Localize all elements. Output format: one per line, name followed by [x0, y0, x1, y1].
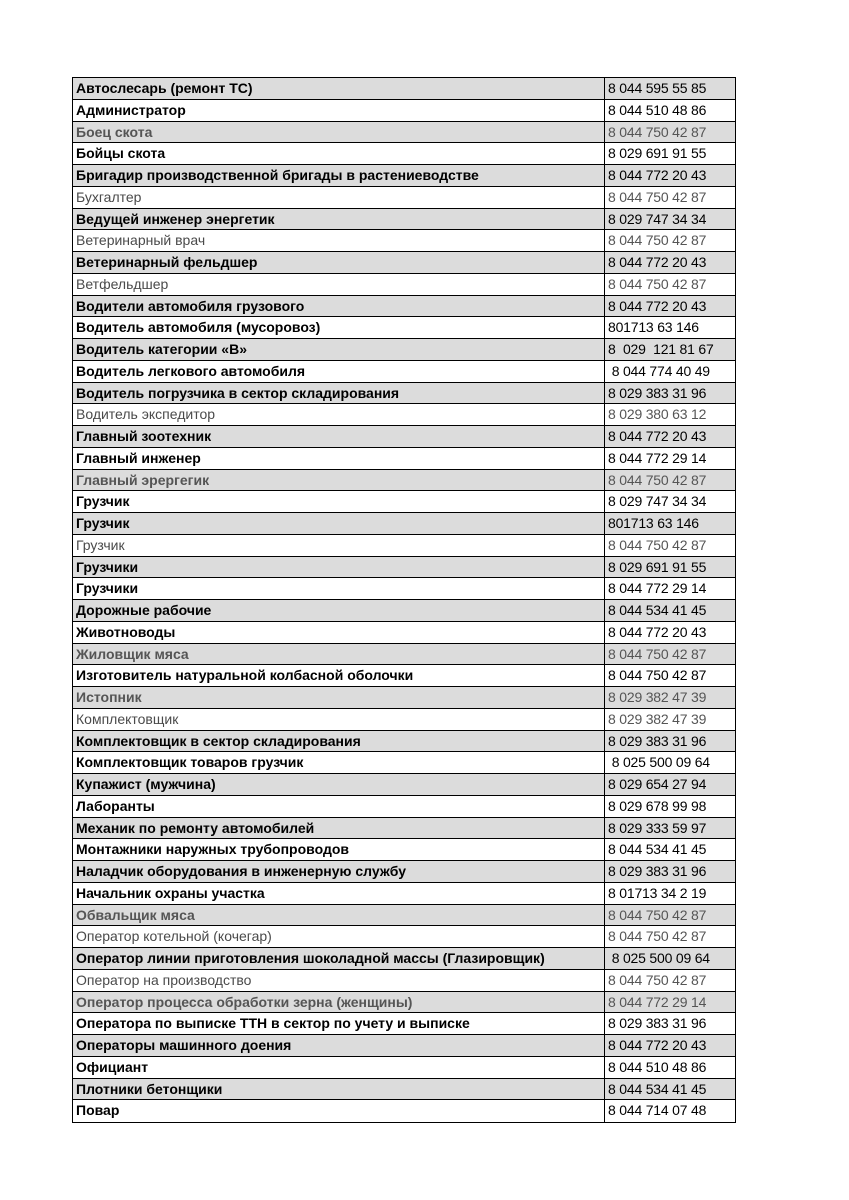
- job-title-cell: Плотники бетонщики: [73, 1079, 605, 1100]
- phone-cell: 8 044 750 42 87: [608, 906, 707, 923]
- phone-cell: 8 044 750 42 87: [608, 232, 707, 249]
- table-row: [73, 448, 735, 470]
- table-row: [73, 557, 735, 579]
- phone-cell: 8 044 534 41 45: [608, 841, 707, 858]
- table-row: [73, 252, 735, 274]
- phone-cell: 8 044 772 20 43: [608, 167, 707, 183]
- table-row: [73, 1013, 735, 1035]
- job-title-cell: Водитель категории «В»: [73, 339, 605, 360]
- job-title-cell: Главный эрергегик: [73, 470, 605, 491]
- phone-cell: 8 044 750 42 87: [608, 928, 707, 945]
- job-title-cell: Администратор: [73, 100, 605, 121]
- phone-cell: 8 044 774 40 49: [608, 362, 710, 379]
- table-row: [73, 165, 735, 187]
- phone-cell: 8 029 383 31 96: [608, 384, 707, 401]
- phone-cell: 8 029 654 27 94: [608, 776, 707, 792]
- job-title-cell: Купажист (мужчина): [73, 774, 605, 795]
- phone-cell: 8 029 383 31 96: [608, 1015, 707, 1032]
- table-row: [73, 1035, 735, 1057]
- job-title-cell: Бухгалтер: [73, 187, 605, 208]
- table-row: [73, 578, 735, 600]
- job-title-cell: Наладчик оборудования в инженерную службу: [73, 861, 605, 882]
- table-row: [73, 339, 735, 361]
- phone-cell: 8 029 380 63 12: [608, 406, 707, 423]
- phone-cell: 8 044 510 48 86: [608, 1058, 707, 1075]
- job-title-cell: Бригадир производственной бригады в растениеводстве: [73, 165, 605, 186]
- phone-cell: 801713 63 146: [608, 515, 699, 531]
- phone-cell: 8 044 772 20 43: [608, 254, 707, 270]
- phone-cell: 8 029 678 99 98: [608, 797, 707, 814]
- phone-cell: 8 044 772 20 43: [608, 623, 707, 640]
- table-row: [73, 535, 735, 557]
- table-row: [73, 992, 735, 1014]
- job-title-cell: Оператор линии приготовления шоколадной массы (Глазировщик): [73, 948, 605, 969]
- job-title-cell: Ветеринарный врач: [73, 230, 605, 251]
- job-title-cell: Грузчик: [73, 535, 605, 556]
- phone-cell: 8 044 772 20 43: [608, 428, 707, 444]
- table-row: [73, 78, 735, 100]
- phone-cell: 8 044 772 29 14: [608, 449, 707, 466]
- phone-cell: 8 044 772 29 14: [608, 993, 707, 1010]
- phone-cell: 8 025 500 09 64: [608, 754, 710, 771]
- job-title-cell: Водитель легкового автомобиля: [73, 361, 605, 382]
- table-row: [73, 839, 735, 861]
- job-title-cell: Жиловщик мяса: [73, 644, 605, 665]
- table-row: [73, 905, 735, 927]
- phone-cell: 8 044 772 20 43: [608, 297, 707, 314]
- table-row: [73, 883, 735, 905]
- phone-cell: 8 029 383 31 96: [608, 863, 707, 879]
- table-row: [73, 970, 735, 992]
- phone-cell: 8 029 121 81 67: [608, 341, 714, 357]
- job-title-cell: Животноводы: [73, 622, 605, 643]
- phone-cell: 8 044 534 41 45: [608, 1080, 707, 1097]
- phone-cell: 8 029 383 31 96: [608, 732, 707, 749]
- table-row: [73, 709, 735, 731]
- job-title-cell: Операторы машинного доения: [73, 1035, 605, 1056]
- table-row: [73, 1100, 735, 1122]
- job-title-cell: Грузчик: [73, 491, 605, 512]
- job-title-cell: Оператор на производство: [73, 970, 605, 991]
- table-row: [73, 752, 735, 774]
- table-row: [73, 383, 735, 405]
- table-row: [73, 731, 735, 753]
- table-row: [73, 404, 735, 426]
- phone-cell: 8 044 750 42 87: [608, 123, 707, 140]
- table-row: [73, 1057, 735, 1079]
- job-title-cell: Бойцы скота: [73, 143, 605, 164]
- job-title-cell: Изготовитель натуральной колбасной оболочки: [73, 665, 605, 686]
- table-row: [73, 230, 735, 252]
- table-row: [73, 926, 735, 948]
- table-row: [73, 644, 735, 666]
- job-title-cell: Комплектовщик товаров грузчик: [73, 752, 605, 773]
- job-title-cell: Ведущей инженер энергетик: [73, 209, 605, 230]
- table-row: [73, 470, 735, 492]
- table-row: [73, 122, 735, 144]
- table-row: [73, 317, 735, 339]
- table-row: [73, 687, 735, 709]
- phone-cell: 8 044 750 42 87: [608, 471, 707, 488]
- table-row: [73, 622, 735, 644]
- phone-cell: 8 029 747 34 34: [608, 210, 707, 227]
- table-row: [73, 296, 735, 318]
- phone-cell: 8 044 750 42 87: [608, 188, 707, 205]
- job-title-cell: Комплектовщик в сектор складирования: [73, 731, 605, 752]
- phone-cell: 8 029 691 91 55: [608, 145, 707, 162]
- job-title-cell: Начальник охраны участка: [73, 883, 605, 904]
- table-row: [73, 774, 735, 796]
- phone-cell: 8 029 691 91 55: [608, 558, 707, 575]
- phone-cell: 8 029 333 59 97: [608, 819, 707, 836]
- job-title-cell: Механик по ремонту автомобилей: [73, 818, 605, 839]
- phone-cell: 8 044 534 41 45: [608, 602, 707, 618]
- job-title-cell: Оператор котельной (кочегар): [73, 926, 605, 947]
- table-row: [73, 861, 735, 883]
- job-title-cell: Главный зоотехник: [73, 426, 605, 447]
- table-row: [73, 1079, 735, 1101]
- phone-cell: 8 044 772 20 43: [608, 1037, 707, 1053]
- table-row: [73, 600, 735, 622]
- phone-cell: 801713 63 146: [608, 319, 699, 336]
- table-row: [73, 209, 735, 231]
- job-title-cell: Боец скота: [73, 122, 605, 143]
- phone-cell: 8 025 500 09 64: [608, 950, 710, 966]
- phone-cell: 8 044 772 29 14: [608, 580, 707, 597]
- job-title-cell: Водитель автомобиля (мусоровоз): [73, 317, 605, 338]
- table-row: [73, 100, 735, 122]
- job-title-cell: Истопник: [73, 687, 605, 708]
- table-row: [73, 665, 735, 687]
- table-row: [73, 187, 735, 209]
- table-row: [73, 818, 735, 840]
- phone-cell: 8 044 750 42 87: [608, 667, 707, 684]
- job-title-cell: Оператора по выписке ТТН в сектор по учету и выписке: [73, 1013, 605, 1034]
- job-title-cell: Водитель экспедитор: [73, 404, 605, 425]
- job-title-cell: Грузчики: [73, 557, 605, 578]
- vacancy-table: [72, 77, 736, 1123]
- table-row: [73, 426, 735, 448]
- job-title-cell: Главный инженер: [73, 448, 605, 469]
- phone-cell: 8 01713 34 2 19: [608, 884, 707, 901]
- table-row: [73, 513, 735, 535]
- job-title-cell: Официант: [73, 1057, 605, 1078]
- table-row: [73, 361, 735, 383]
- job-title-cell: Ветеринарный фельдшер: [73, 252, 605, 273]
- table-row: [73, 274, 735, 296]
- table-row: [73, 143, 735, 165]
- phone-cell: 8 044 510 48 86: [608, 101, 707, 118]
- job-title-cell: Автослесарь (ремонт ТС): [73, 78, 605, 99]
- table-row: [73, 796, 735, 818]
- phone-cell: 8 044 750 42 87: [608, 645, 707, 662]
- table-row: [73, 948, 735, 970]
- job-title-cell: Монтажники наружных трубопроводов: [73, 839, 605, 860]
- phone-cell: 8 029 747 34 34: [608, 493, 707, 510]
- job-title-cell: Обвальщик мяса: [73, 905, 605, 926]
- job-title-cell: Водитель погрузчика в сектор складирования: [73, 383, 605, 404]
- phone-cell: 8 044 750 42 87: [608, 971, 707, 988]
- job-title-cell: Ветфельдшер: [73, 274, 605, 295]
- phone-cell: 8 044 750 42 87: [608, 536, 707, 553]
- table-row: [73, 491, 735, 513]
- job-title-cell: Водители автомобиля грузового: [73, 296, 605, 317]
- job-title-cell: Дорожные рабочие: [73, 600, 605, 621]
- job-title-cell: Комплектовщик: [73, 709, 605, 730]
- phone-cell: 8 029 382 47 39: [608, 710, 707, 727]
- phone-cell: 8 044 595 55 85: [608, 80, 707, 96]
- phone-cell: 8 044 750 42 87: [608, 275, 707, 292]
- phone-cell: 8 029 382 47 39: [608, 689, 707, 705]
- job-title-cell: Грузчик: [73, 513, 605, 534]
- job-title-cell: Грузчики: [73, 578, 605, 599]
- job-title-cell: Повар: [73, 1100, 605, 1122]
- phone-cell: 8 044 714 07 48: [608, 1102, 707, 1119]
- job-title-cell: Лаборанты: [73, 796, 605, 817]
- job-title-cell: Оператор процесса обработки зерна (женщины): [73, 992, 605, 1013]
